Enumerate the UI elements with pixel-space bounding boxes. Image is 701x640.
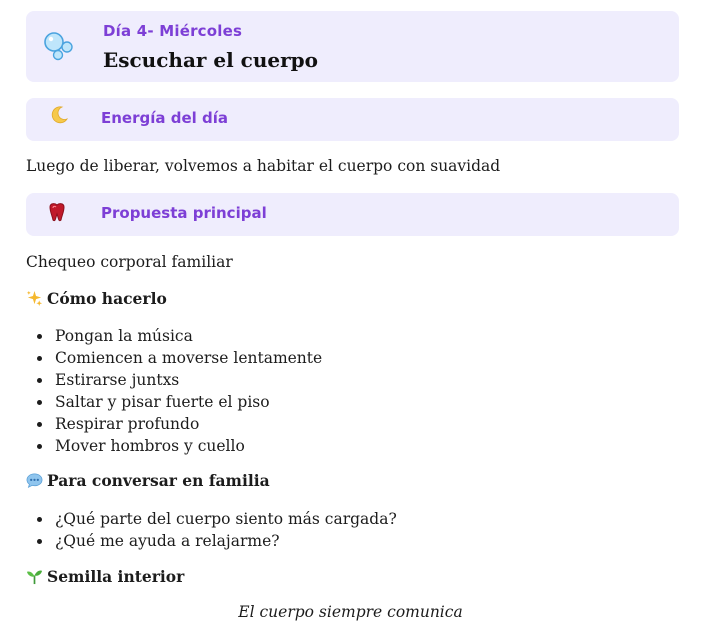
seed-heading bbox=[26, 567, 184, 586]
proposal-section-title: Propuesta principal bbox=[101, 204, 267, 222]
list-item: Pongan la música bbox=[26, 325, 322, 347]
list-item: ¿Qué parte del cuerpo siento más cargada? bbox=[26, 508, 397, 530]
list-item: ¿Qué me ayuda a relajarme? bbox=[26, 530, 397, 552]
seed-title: Semilla interior bbox=[47, 567, 185, 586]
tooth-icon bbox=[47, 202, 67, 222]
energy-section-card bbox=[26, 98, 679, 141]
list-item: Respirar profundo bbox=[26, 413, 322, 435]
how-to-list bbox=[26, 325, 322, 457]
speech-bubble-icon bbox=[26, 472, 43, 489]
how-to-title: Cómo hacerlo bbox=[47, 289, 167, 308]
crescent-moon-icon bbox=[50, 106, 68, 124]
list-item: Saltar y pisar fuerte el piso bbox=[26, 391, 322, 413]
proposal-section-card bbox=[26, 193, 679, 236]
how-to-heading bbox=[26, 289, 167, 308]
sparkles-icon bbox=[26, 290, 43, 307]
list-item: Comiencen a moverse lentamente bbox=[26, 347, 322, 369]
page-title: Escuchar el cuerpo bbox=[103, 48, 318, 72]
list-item: Mover hombros y cuello bbox=[26, 435, 322, 457]
seedling-icon bbox=[26, 568, 43, 585]
conversation-heading bbox=[26, 471, 270, 490]
conversation-list bbox=[26, 508, 397, 552]
energy-text: Luego de liberar, volvemos a habitar el cuerpo con suavidad bbox=[26, 157, 501, 175]
bubbles-icon bbox=[43, 31, 75, 61]
day-header-card bbox=[26, 11, 679, 82]
closing-phrase: El cuerpo siempre comunica bbox=[238, 603, 463, 621]
energy-section-title: Energía del día bbox=[101, 109, 228, 127]
day-label: Día 4- Miércoles bbox=[103, 22, 243, 40]
list-item: Estirarse juntxs bbox=[26, 369, 322, 391]
proposal-text: Chequeo corporal familiar bbox=[26, 253, 233, 271]
conversation-title: Para conversar en familia bbox=[47, 471, 270, 490]
